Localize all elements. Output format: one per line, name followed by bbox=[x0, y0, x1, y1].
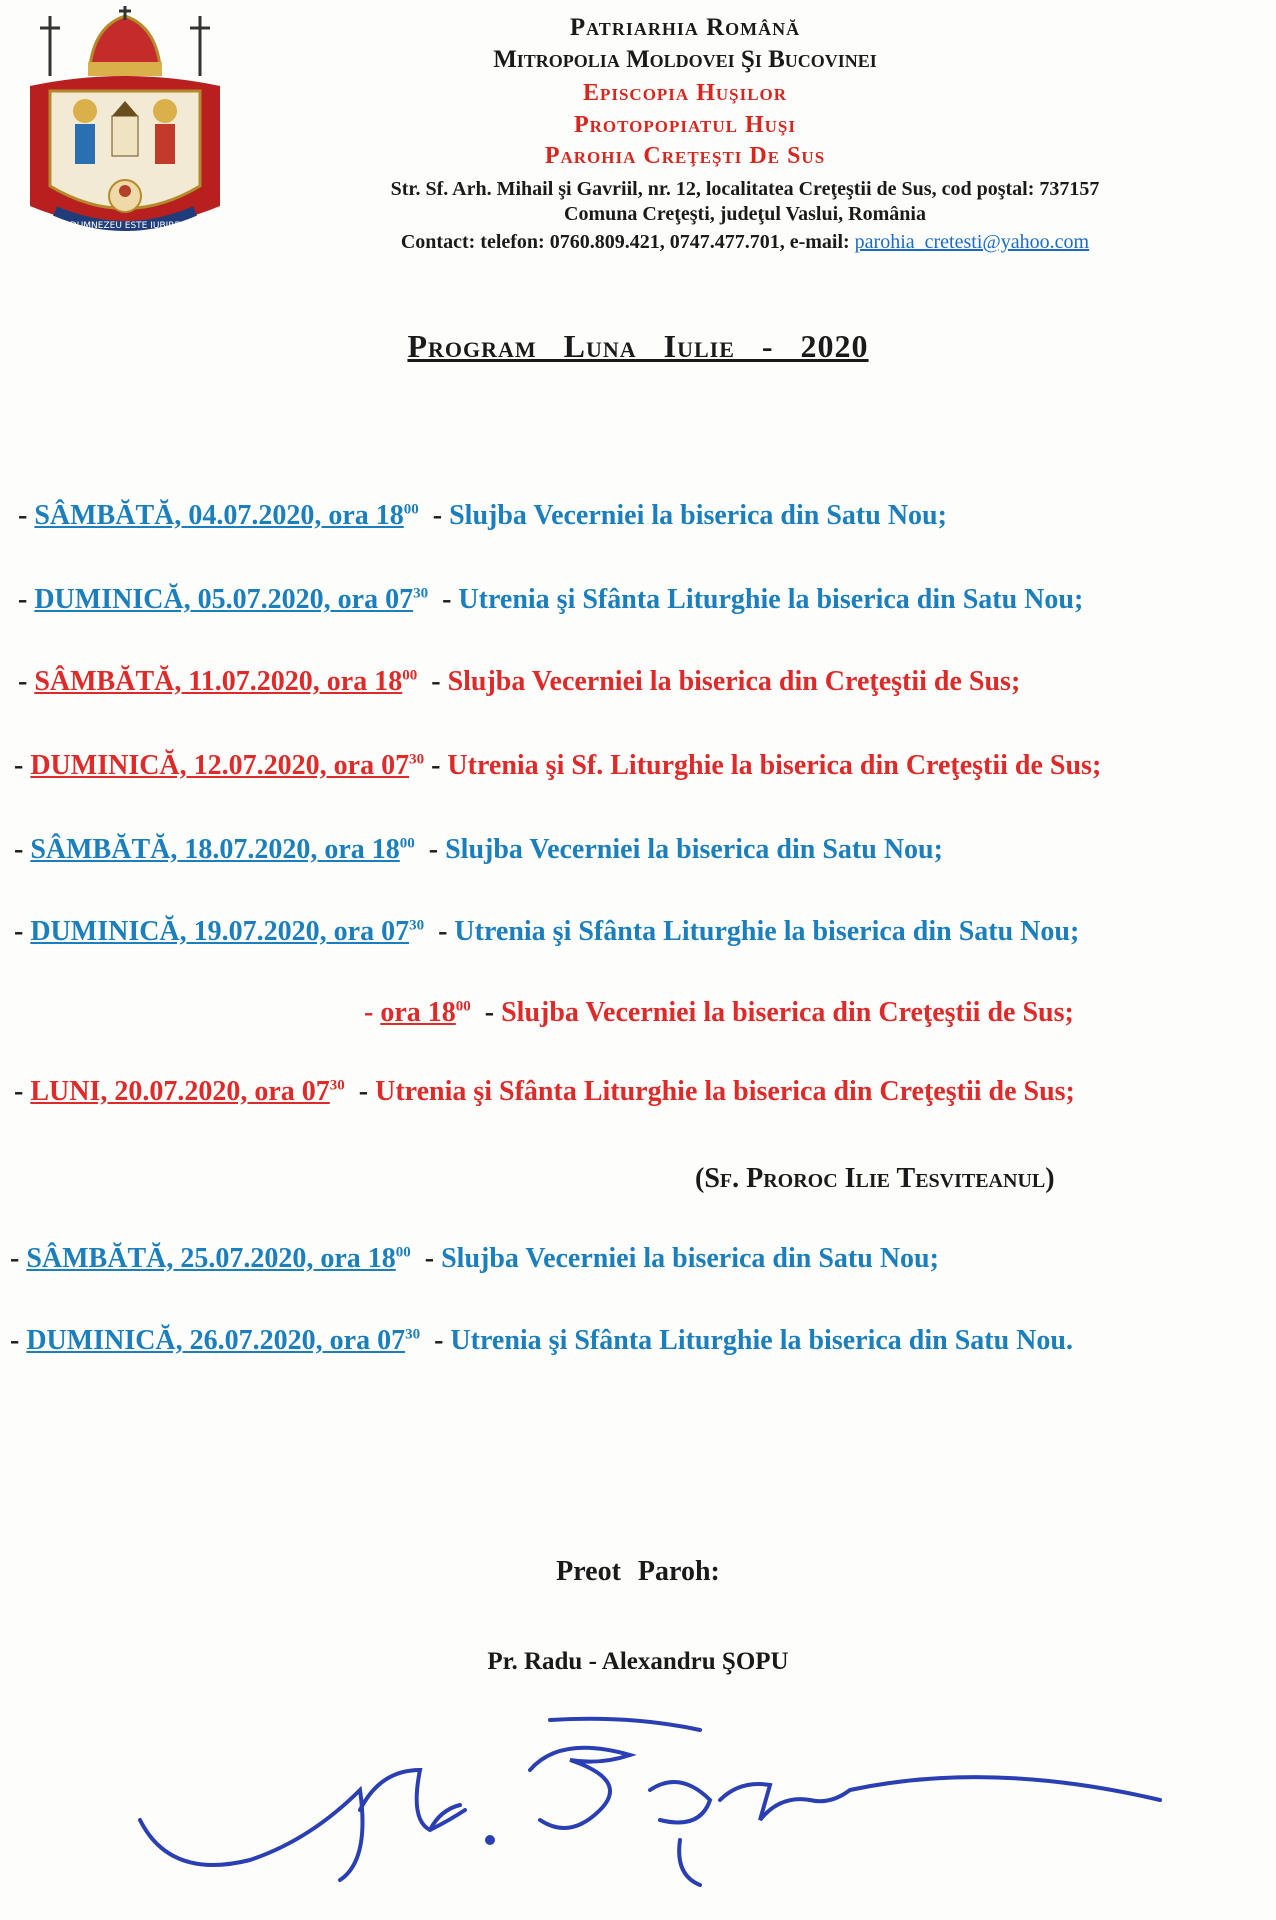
header-protopopiat: Protopopiatul Huşi bbox=[573, 112, 796, 138]
schedule-date: SÂMBĂTĂ, 11.07.2020, ora 18 bbox=[34, 666, 403, 697]
schedule-row: - SÂMBĂTĂ, 25.07.2020, ora $18^{00}$ - Slujba Vecerniei la biserica din Satu Nou; bbox=[10, 1243, 939, 1274]
schedule-time-minutes: 30 bbox=[405, 1326, 421, 1343]
signature-role: Preot Paroh: bbox=[556, 1556, 720, 1587]
schedule-date: DUMINICĂ, 19.07.2020, ora 07 bbox=[30, 916, 410, 947]
schedule-text: Slujba Vecerniei la biserica din Creţeştii de Sus; bbox=[501, 997, 1074, 1028]
schedule-row: - ora $18^{00}$ - Slujba Vecerniei la biserica din Creţeştii de Sus; bbox=[364, 997, 1074, 1028]
schedule-row: - DUMINICĂ, 26.07.2020, ora $07^{30}$ - Utrenia şi Sfânta Liturghie la biserica din Satu Nou. bbox=[10, 1325, 1073, 1356]
schedule-text: Utrenia şi Sfânta Liturghie la biserica din Satu Nou. bbox=[450, 1325, 1073, 1356]
schedule-row: - SÂMBĂTĂ, 18.07.2020, ora $18^{00}$ - Slujba Vecerniei la biserica din Satu Nou; bbox=[14, 834, 943, 865]
page-title: Program Luna Iulie - 2020 bbox=[407, 328, 869, 364]
schedule-text: Slujba Vecerniei la biserica din Satu Nou; bbox=[441, 1243, 939, 1274]
schedule-row: - DUMINICĂ, 19.07.2020, ora $07^{30}$ - Utrenia şi Sfânta Liturghie la biserica din Satu Nou; bbox=[14, 916, 1080, 947]
schedule-time-minutes: 00 bbox=[402, 667, 418, 684]
header-patriarchate: Patriarhia Română bbox=[569, 14, 801, 41]
schedule-date: SÂMBĂTĂ, 04.07.2020, ora 18 bbox=[34, 500, 404, 531]
signature-name: Pr. Radu - Alexandru ŞOPU bbox=[487, 1648, 789, 1675]
schedule-row: - LUNI, 20.07.2020, ora $07^{30}$ - Utrenia şi Sfânta Liturghie la biserica din Creţeştii de Sus; bbox=[14, 1076, 1075, 1107]
schedule-text: Slujba Vecerniei la biserica din Satu Nou; bbox=[449, 500, 947, 531]
schedule-time-minutes: 30 bbox=[329, 1077, 345, 1094]
schedule-time-minutes: 30 bbox=[409, 751, 425, 768]
schedule-time-minutes: 00 bbox=[403, 501, 419, 518]
schedule-row: - DUMINICĂ, 05.07.2020, ora $07^{30}$ - Utrenia şi Sfânta Liturghie la biserica din Satu Nou; bbox=[18, 584, 1084, 615]
schedule-text: Slujba Vecerniei la biserica din Creţeştii de Sus; bbox=[447, 666, 1021, 697]
schedule-row: - SÂMBĂTĂ, 04.07.2020, ora $18^{00}$ - Slujba Vecerniei la biserica din Satu Nou; bbox=[18, 500, 947, 531]
address-line-2: Comuna Creţeşti, judeţul Vaslui, România bbox=[564, 203, 926, 225]
contact-phones: Contact: telefon: 0760.809.421, 0747.477.701, e-mail: bbox=[400, 231, 855, 253]
feast-note: (Sf. Proroc Ilie Tesviteanul) bbox=[695, 1163, 1055, 1194]
schedule-text: Utrenia şi Sf. Liturghie la biserica din Creţeştii de Sus; bbox=[447, 750, 1102, 781]
schedule-time-minutes: 00 bbox=[455, 998, 471, 1015]
schedule-time-minutes: 30 bbox=[413, 585, 429, 602]
schedule-text: Utrenia şi Sfânta Liturghie la biserica din Satu Nou; bbox=[454, 916, 1080, 947]
address-line-1: Str. Sf. Arh. Mihail şi Gavriil, nr. 12, localitatea Creţeştii de Sus, cod poştal: 737157 bbox=[390, 178, 1100, 200]
schedule-date: LUNI, 20.07.2020, ora 07 bbox=[30, 1076, 330, 1107]
header-metropolis: Mitropolia Moldovei Şi Bucovinei bbox=[493, 46, 877, 73]
schedule-date: SÂMBĂTĂ, 25.07.2020, ora 18 bbox=[26, 1243, 396, 1274]
handwritten-signature bbox=[130, 1710, 1180, 1900]
schedule-row: - SÂMBĂTĂ, 11.07.2020, ora $18^{00}$ - Slujba Vecerniei la biserica din Creţeştii de Sus; bbox=[18, 666, 1021, 697]
schedule-time-minutes: 30 bbox=[409, 917, 425, 934]
schedule-date: ora 18 bbox=[380, 997, 456, 1028]
header-parish: Parohia Creţeşti De Sus bbox=[544, 143, 826, 169]
crest-motto: DUMNEZEU ESTE IUBIRE bbox=[69, 221, 181, 231]
schedule-date: DUMINICĂ, 05.07.2020, ora 07 bbox=[34, 584, 414, 615]
contact-line bbox=[225, 231, 1265, 254]
schedule-text: Slujba Vecerniei la biserica din Satu Nou; bbox=[445, 834, 943, 865]
schedule-date: DUMINICĂ, 12.07.2020, ora 07 bbox=[30, 750, 410, 781]
schedule-date: DUMINICĂ, 26.07.2020, ora 07 bbox=[26, 1325, 406, 1356]
header-episcopate: Episcopia Huşilor bbox=[582, 80, 788, 106]
schedule-row: - DUMINICĂ, 12.07.2020, ora $07^{30}$ - Utrenia şi Sf. Liturghie la biserica din Creţeştii de Sus; bbox=[14, 750, 1102, 781]
schedule-time-minutes: 00 bbox=[395, 1244, 411, 1261]
schedule-time-minutes: 00 bbox=[399, 835, 415, 852]
coat-of-arms-icon bbox=[20, 6, 230, 256]
schedule-text: Utrenia şi Sfânta Liturghie la biserica din Creţeştii de Sus; bbox=[375, 1076, 1075, 1107]
schedule-date: SÂMBĂTĂ, 18.07.2020, ora 18 bbox=[30, 834, 400, 865]
email-link[interactable]: parohia_cretesti@yahoo.com bbox=[854, 231, 1090, 253]
schedule-text: Utrenia şi Sfânta Liturghie la biserica din Satu Nou; bbox=[458, 584, 1084, 615]
